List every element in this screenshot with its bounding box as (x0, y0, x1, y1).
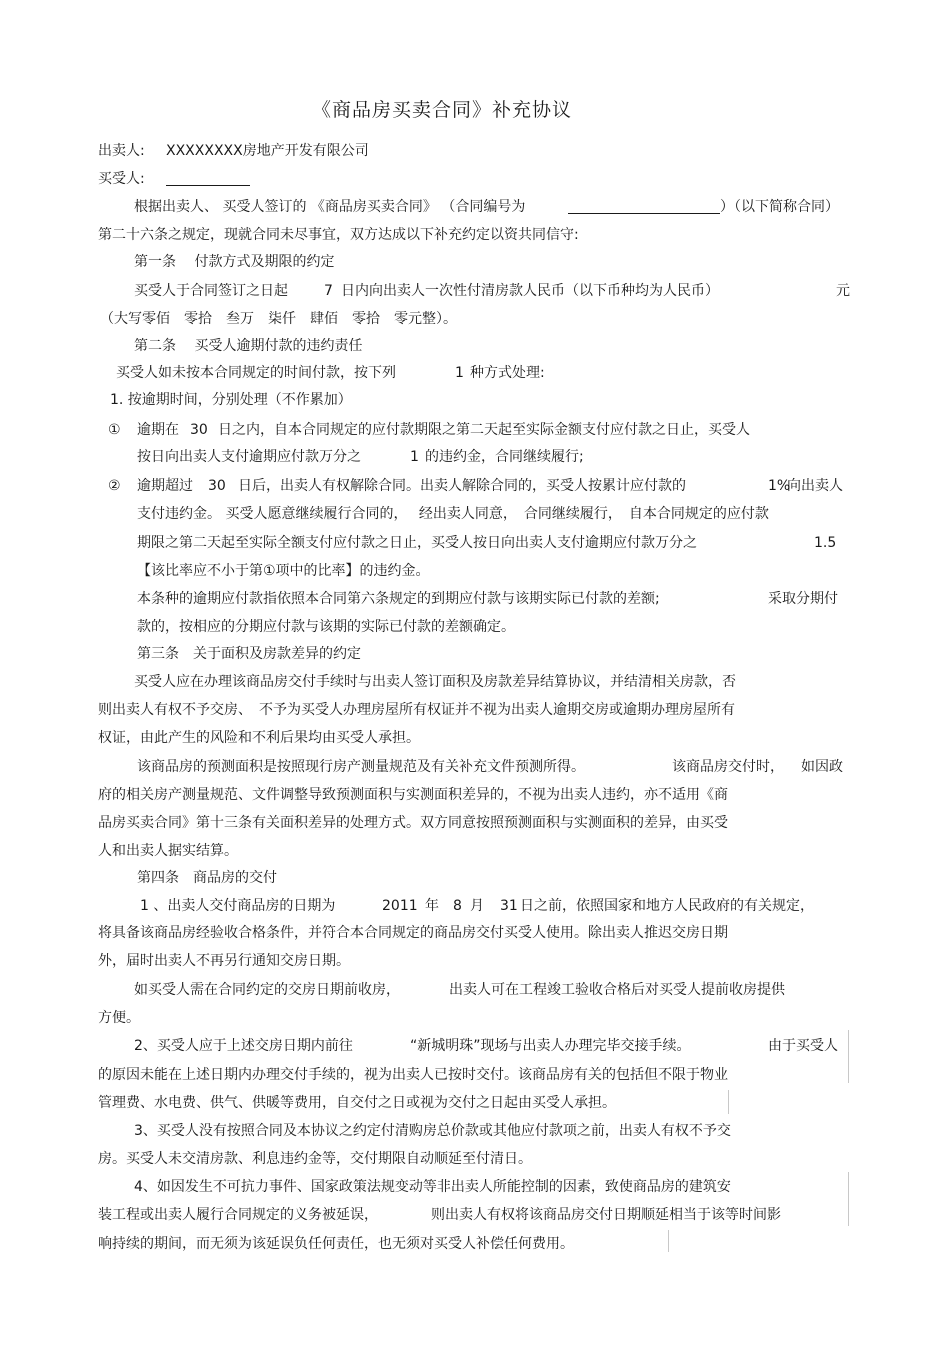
article2-note-b: 采取分期付 (768, 591, 838, 607)
delivery-year: 2011 (382, 898, 418, 914)
article4-s1-line4b: 出卖人可在工程竣工验收合格后对买受人提前收房提供 (449, 982, 785, 998)
item1-line2b: 的违约金，合同继续履行; (425, 449, 584, 465)
article1-line1b: 日内向出卖人一次性付清房款人民币（以下币种均为人民币） (341, 283, 719, 299)
article3-heading: 第三条 关于面积及房款差异的约定 (137, 646, 361, 662)
article4-s2-line2: 的原因未能在上述日期内办理交付手续的，视为出卖人已按时交付。该商品房有关的包括但不限于物业 (98, 1067, 728, 1083)
article4-s4-line3: 响持续的期间，而无须为该延误负任何责任，也无须对买受人补偿任何费用。 (98, 1236, 574, 1252)
contract-number-blank (568, 213, 720, 214)
seller-label: 出卖人: (98, 143, 145, 159)
item2-line3: 期限之第二天起至实际全额支付应付款之日止，买受人按日向出卖人支付逾期应付款万分之 (137, 535, 697, 551)
item2-rate: 1.5 (814, 535, 837, 551)
item2-line2: 支付违约金。 买受人愿意继续履行合同的， 经出卖人同意， 合同继续履行， 自本合同规定的应付款 (137, 506, 769, 522)
article4-s3-line1: 3、买受人没有按照合同及本协议之约定付清购房总价款或其他应付款项之前，出卖人有权不予交 (134, 1123, 731, 1139)
item2-percent: 1% (768, 478, 791, 494)
article1-line2: （大写零佰 零拾 叁万 柒仟 肆佰 零拾 零元整）。 (100, 311, 457, 327)
item2-line1c: 向出卖人 (787, 478, 843, 494)
article2-line2: 1. 按逾期时间，分别处理（不作累加） (110, 392, 352, 408)
item1-marker: ① (108, 422, 121, 438)
article3-p2-line4: 人和出卖人据实结算。 (98, 843, 238, 859)
seller-name: XXXXXXXX房地产开发有限公司 (166, 143, 369, 159)
scan-line (728, 1090, 729, 1114)
delivery-month-unit: 月 (470, 898, 484, 914)
article2-line1b: 种方式处理: (470, 365, 545, 381)
scan-line (848, 1172, 849, 1226)
article3-p2-line1b: 该商品房交付时， (672, 759, 784, 775)
item2-marker: ② (108, 478, 121, 494)
item2-line1b: 日后，出卖人有权解除合同。出卖人解除合同的，买受人按累计应付款的 (238, 478, 686, 494)
article4-s1-line4a: 如买受人需在合同约定的交房日期前收房， (134, 982, 400, 998)
article3-p2-line1c: 如因政 (801, 759, 843, 775)
article4-s4-line2a: 装工程或出卖人履行合同规定的义务被延误， (98, 1207, 378, 1223)
intro-line-1b: ）（以下简称合同） (720, 199, 839, 215)
intro-line-1a: 根据出卖人、 买受人签订的 《商品房买卖合同》 （合同编号为 (134, 199, 526, 215)
article4-heading: 第四条 商品房的交付 (137, 870, 277, 886)
article1-line1c: 元 (836, 283, 850, 299)
article1-line1a: 买受人于合同签订之日起 (134, 283, 288, 299)
scan-line (668, 1230, 669, 1252)
delivery-year-unit: 年 (425, 898, 439, 914)
article4-s2-line3: 管理费、水电费、供气、供暖等费用，自交付之日或视为交付之日起由买受人承担。 (98, 1095, 616, 1111)
delivery-month: 8 (453, 898, 462, 914)
article4-s1-line2: 将具备该商品房经验收合格条件，并符合本合同规定的商品房交付买受人使用。除出卖人推迟交房日期 (98, 925, 728, 941)
article4-s2-line1b: “新城明珠”现场与出卖人办理完毕交接手续。 (410, 1038, 691, 1054)
article4-s3-line2: 房。买受人未交清房款、利息违约金等，交付期限自动顺延至付清日。 (98, 1151, 532, 1167)
article2-line1a: 买受人如未按本合同规定的时间付款，按下列 (116, 365, 396, 381)
article4-s2-line1a: 2、买受人应于上述交房日期内前往 (134, 1038, 353, 1054)
buyer-label: 买受人: (98, 171, 145, 187)
item1-line2a: 按日向出卖人支付逾期应付款万分之 (137, 449, 361, 465)
article3-p1-line1: 买受人应在办理该商品房交付手续时与出卖人签订面积及房款差异结算协议，并结清相关房款，否 (134, 674, 736, 690)
article2-option-number: 1 (455, 365, 464, 381)
delivery-day: 31 (500, 898, 518, 914)
item1-line1b: 日之内，自本合同规定的应付款期限之第二天起至实际金额支付应付款之日止，买受人 (218, 422, 750, 438)
buyer-name-blank (166, 185, 250, 186)
article4-s1-line1b: 日之前，依照国家和地方人民政府的有关规定， (520, 898, 814, 914)
article3-p1-line2: 则出卖人有权不予交房、 不予为买受人办理房屋所有权证并不视为出卖人逾期交房或逾期办理房屋所有 (98, 702, 735, 718)
article4-s1-line5: 方便。 (98, 1010, 140, 1026)
article3-p2-line3: 品房买卖合同》第十三条有关面积差异的处理方式。双方同意按照预测面积与实测面积的差异，由买受 (98, 815, 728, 831)
article1-heading: 第一条 付款方式及期限的约定 (134, 254, 335, 270)
article3-p2-line1a: 该商品房的预测面积是按照现行房产测量规范及有关补充文件预测所得。 (137, 759, 585, 775)
article4-s4-line1: 4、如因发生不可抗力事件、国家政策法规变动等非出卖人所能控制的因素，致使商品房的建筑安 (134, 1179, 731, 1195)
item2-days: 30 (208, 478, 226, 494)
article2-heading: 第二条 买受人逾期付款的违约责任 (134, 338, 363, 354)
article1-days: 7 (324, 283, 333, 299)
article2-note-c: 款的，按相应的分期应付款与该期的实际已付款的差额确定。 (137, 619, 515, 635)
item2-line1a: 逾期超过 (137, 478, 193, 494)
item1-rate: 1 (410, 449, 419, 465)
scan-line (848, 1030, 849, 1083)
document-title: 《商品房买卖合同》补充协议 (312, 99, 573, 121)
article4-s2-line1c: 由于买受人 (768, 1038, 838, 1054)
article4-s1-line1a: 1 、出卖人交付商品房的日期为 (140, 898, 336, 914)
item2-line4: 【该比率应不小于第①项中的比率】的违约金。 (137, 563, 430, 579)
item1-days: 30 (190, 422, 208, 438)
article3-p1-line3: 权证，由此产生的风险和不利后果均由买受人承担。 (98, 730, 420, 746)
article4-s1-line3: 外，届时出卖人不再另行通知交房日期。 (98, 953, 350, 969)
intro-line-2: 第二十六条之规定，现就合同未尽事宜，双方达成以下补充约定以资共同信守: (98, 227, 579, 243)
article2-note-a: 本条种的逾期应付款指依照本合同第六条规定的到期应付款与该期实际已付款的差额; (137, 591, 660, 607)
article3-p2-line2: 府的相关房产测量规范、文件调整导致预测面积与实测面积差异的，不视为出卖人违约，亦不适用《商 (98, 787, 728, 803)
item1-line1a: 逾期在 (137, 422, 179, 438)
article4-s4-line2b: 则出卖人有权将该商品房交付日期顺延相当于该等时间影 (431, 1207, 781, 1223)
